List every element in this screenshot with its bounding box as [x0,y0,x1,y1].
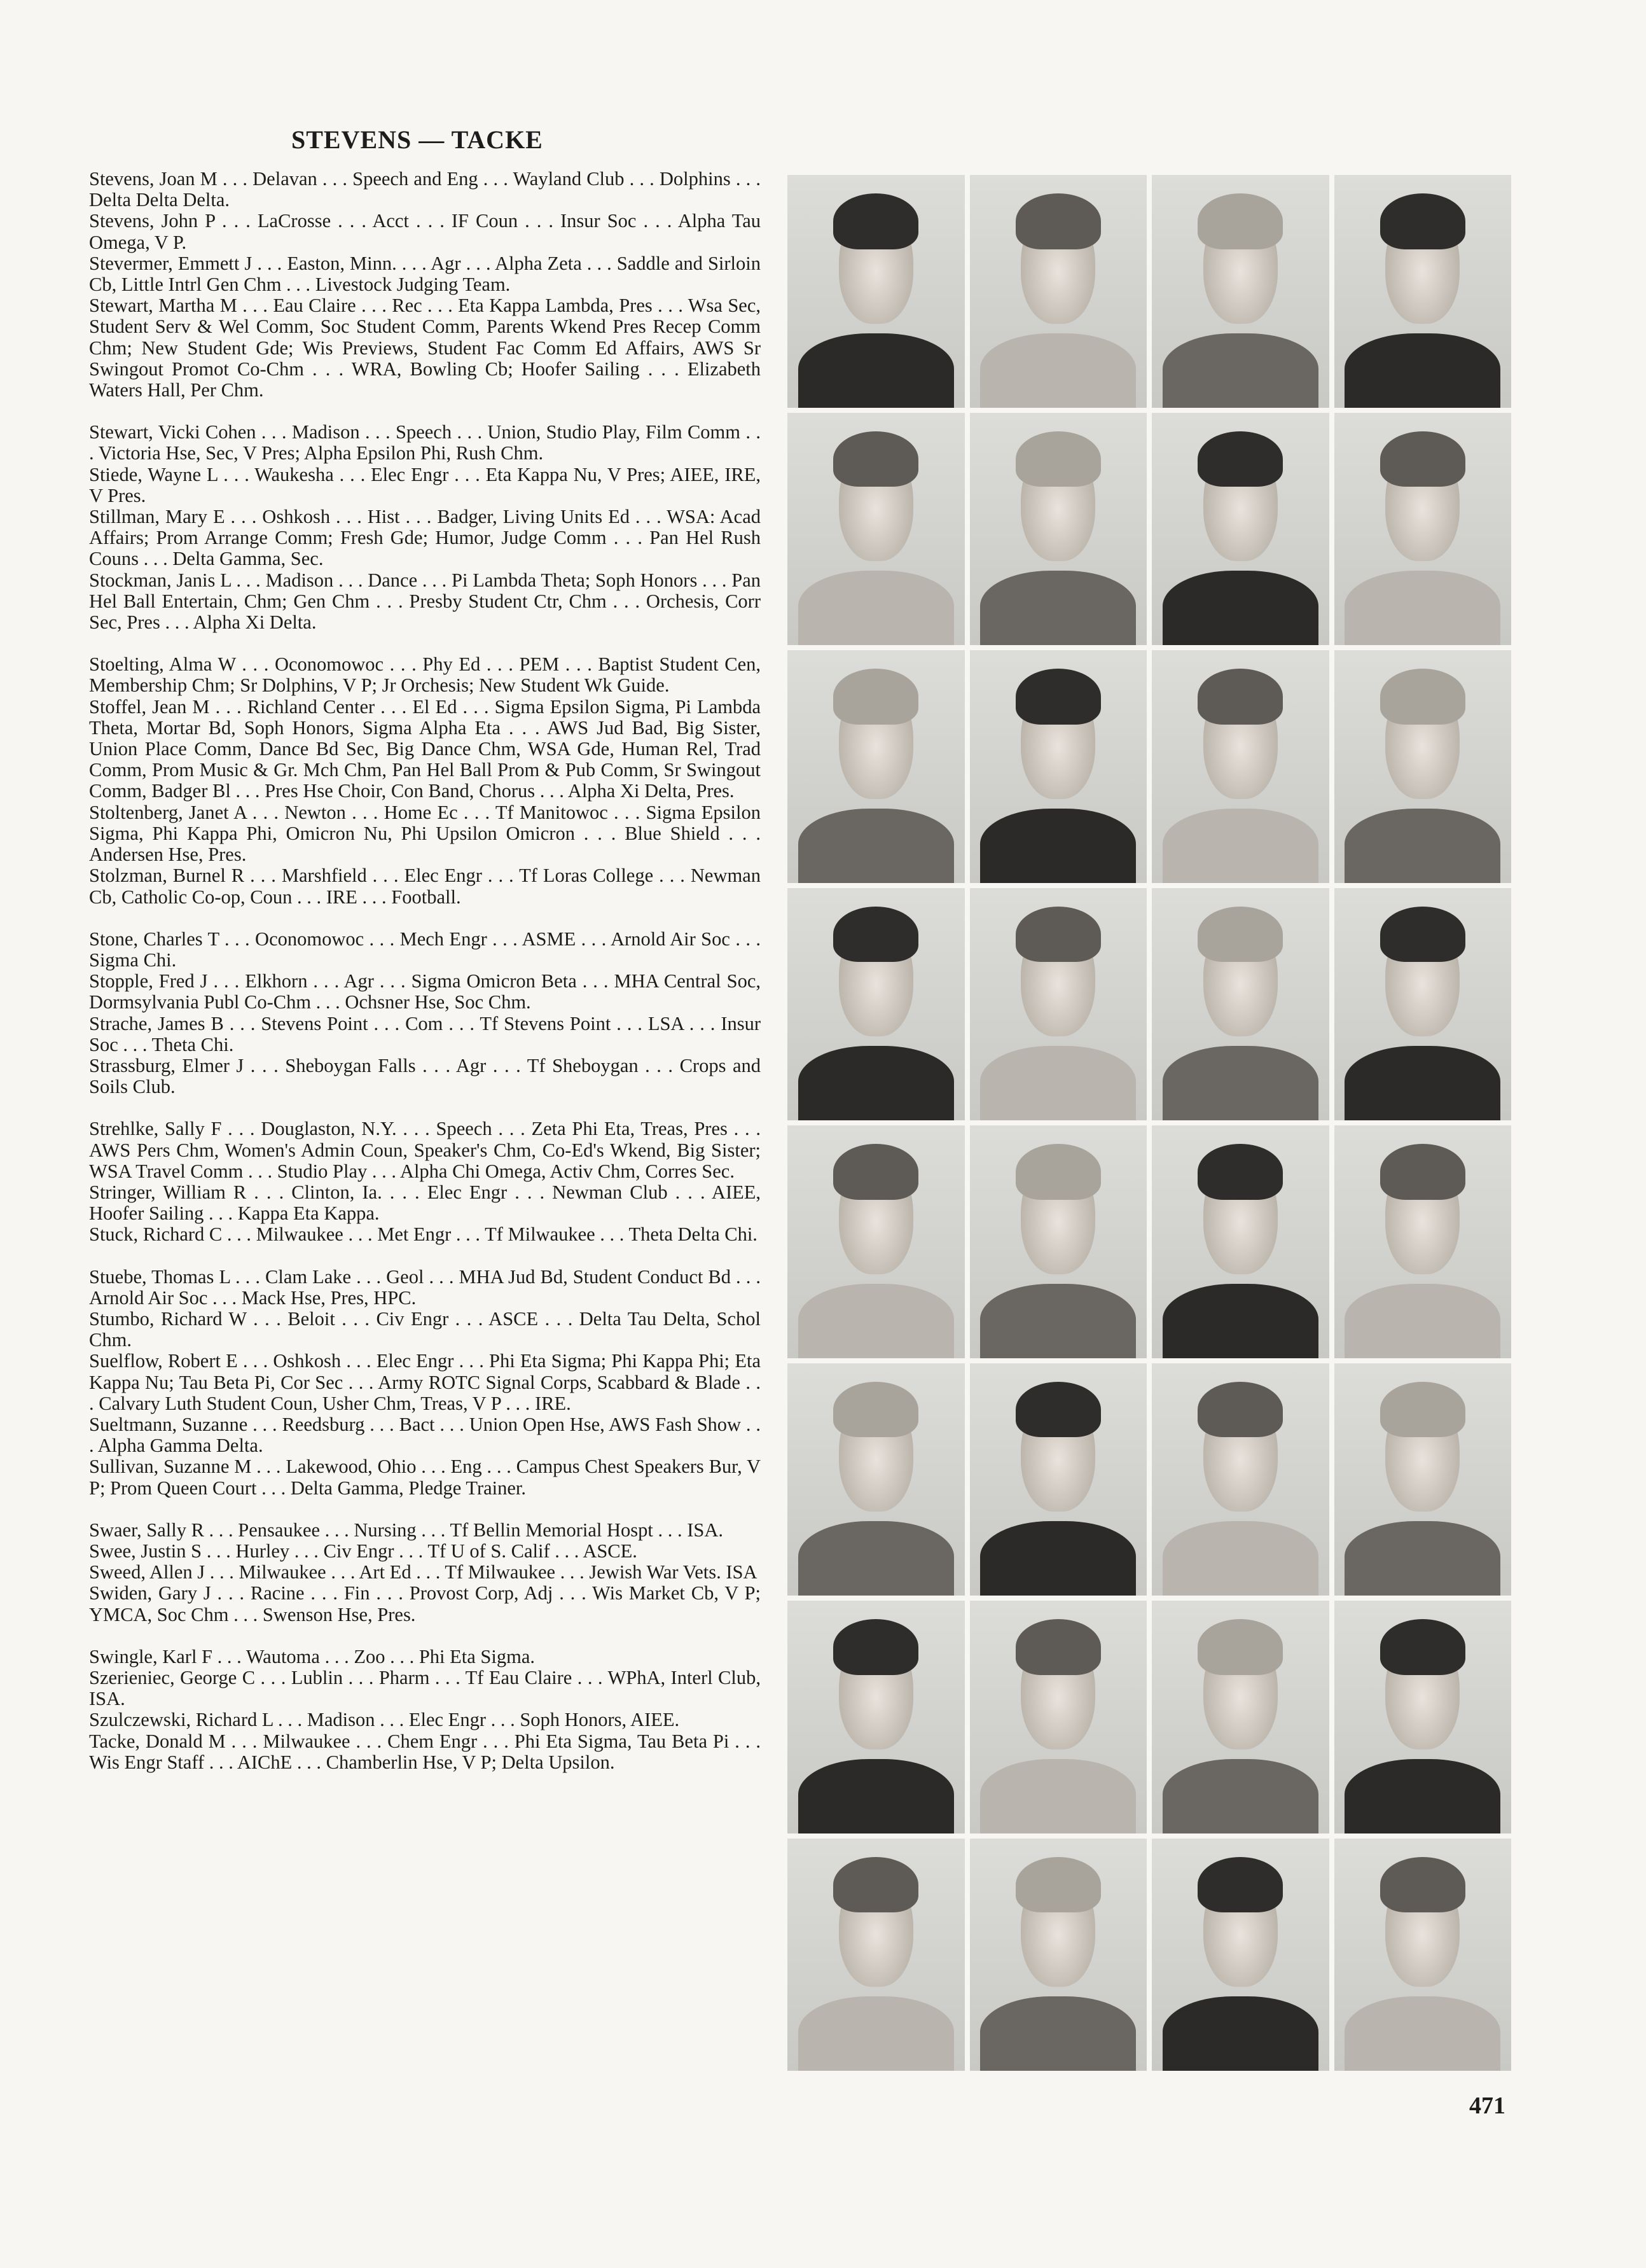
entry: Stewart, Vicki Cohen . . . Madison . . . Speech . . . Union, Studio Play, Film Comm . . . Victoria Hse, Sec, V Pres; Alpha Epsilon Phi, Rush Chm. [89,421,761,464]
entry: Stumbo, Richard W . . . Beloit . . . Civ Engr . . . ASCE . . . Delta Tau Delta, Schol Chm. [89,1307,761,1351]
student-portrait [1334,1839,1512,2071]
page-header: STEVENS — TACKE [291,125,543,154]
student-portrait [970,1363,1147,1596]
student-portrait [1334,650,1512,883]
entry: Stockman, Janis L . . . Madison . . . Dance . . . Pi Lambda Theta; Soph Honors . . . Pan Hel Ball Entertain, Chm; Gen Chm . . . Presby Student Ctr, Chm . . . Orchesis, Corr Sec, Pres . . . Alpha Xi Delta. [89,569,761,634]
entry: Stopple, Fred J . . . Elkhorn . . . Agr . . . Sigma Omicron Beta . . . MHA Central Soc, Dormsylvania Publ Co-Chm . . . Ochsner Hse, Soc Chm. [89,970,761,1013]
entry: Stoffel, Jean M . . . Richland Center . . . El Ed . . . Sigma Epsilon Sigma, Pi Lambda Theta, Mortar Bd, Soph Honors, Sigma Alpha Eta . . . AWS Jud Bad, Big Sister, Union Place Comm, Dance Bd Sec, Big Dance Chm, WSA Gde, Human Rel, Trad Comm, Prom Music & Gr. Mch Chm, Pan Hel Ball Prom & Pub Comm, Sr Swingout Comm, Badger Bl . . . Pres Hse Choir, Con Band, Chorus . . . Alpha Xi Delta, Pres. [89,695,761,802]
portrait-grid [787,175,1511,2071]
entry: Swaer, Sally R . . . Pensaukee . . . Nursing . . . Tf Bellin Memorial Hospt . . . ISA. [89,1519,723,1541]
student-portrait [1152,413,1329,646]
student-portrait [787,1125,965,1358]
entry-group-2 [89,422,761,633]
entry: Stoltenberg, Janet A . . . Newton . . . Home Ec . . . Tf Manitowoc . . . Sigma Epsilon Sigma, Phi Kappa Phi, Omicron Nu, Phi Upsilon Omicron . . . Blue Shield . . . Andersen Hse, Pres. [89,801,761,866]
entry: Szerieniec, George C . . . Lublin . . . Pharm . . . Tf Eau Claire . . . WPhA, Interl Club, ISA. [89,1667,761,1710]
student-portrait [1334,888,1512,1121]
student-portrait [970,1601,1147,1833]
entry: Stoelting, Alma W . . . Oconomowoc . . . Phy Ed . . . PEM . . . Baptist Student Cen, Membership Chm; Sr Dolphins, V P; Jr Orchesis; New Student Wk Guide. [89,653,761,697]
entry: Szulczewski, Richard L . . . Madison . . . Elec Engr . . . Soph Honors, AIEE. [89,1709,680,1731]
entry: Swee, Justin S . . . Hurley . . . Civ Engr . . . Tf U of S. Calif . . . ASCE. [89,1540,637,1562]
entry: Swiden, Gary J . . . Racine . . . Fin . . . Provost Corp, Adj . . . Wis Market Cb, V P; YMCA, Soc Chm . . . Swenson Hse, Pres. [89,1582,761,1625]
entry: Stillman, Mary E . . . Oshkosh . . . Hist . . . Badger, Living Units Ed . . . WSA: Acad Affairs; Prom Arrange Comm; Fresh Gde; Humor, Judge Comm . . . Pan Hel Rush Couns . . . Delta Gamma, Sec. [89,506,761,570]
entry: Sullivan, Suzanne M . . . Lakewood, Ohio . . . Eng . . . Campus Chest Speakers Bur, V P; Prom Queen Court . . . Delta Gamma, Pledge Trainer. [89,1456,761,1499]
entry: Stiede, Wayne L . . . Waukesha . . . Elec Engr . . . Eta Kappa Nu, V Pres; AIEE, IRE, V Pres. [89,463,761,506]
page-number: 471 [1469,2092,1505,2119]
student-portrait [1152,1363,1329,1596]
student-portrait [970,1839,1147,2071]
student-portrait [970,175,1147,408]
entry: Swingle, Karl F . . . Wautoma . . . Zoo . . . Phi Eta Sigma. [89,1645,535,1667]
student-portrait [787,1601,965,1833]
entry: Strache, James B . . . Stevens Point . . . Com . . . Tf Stevens Point . . . LSA . . . Insur Soc . . . Theta Chi. [89,1012,761,1055]
student-portrait [1152,1839,1329,2071]
student-portrait [787,1839,965,2071]
student-portrait [1152,1125,1329,1358]
entry: Stevermer, Emmett J . . . Easton, Minn. . . . Agr . . . Alpha Zeta . . . Saddle and Sirloin Cb, Little Intrl Gen Chm . . . Livestock Judging Team. [89,252,761,296]
entry: Suelflow, Robert E . . . Oshkosh . . . Elec Engr . . . Phi Eta Sigma; Phi Kappa Phi; Eta Kappa Nu; Tau Beta Pi, Cor Sec . . . Army ROTC Signal Corps, Scabbard & Blade . . . Calvary Luth Student Coun, Usher Chm, Treas, V P . . . IRE. [89,1350,761,1414]
entry: Stevens, Joan M . . . Delavan . . . Speech and Eng . . . Wayland Club . . . Dolphins . . . Delta Delta Delta. [89,168,761,211]
entry-group-1 [89,169,761,401]
student-portrait [970,888,1147,1121]
entries-column [89,169,761,1794]
student-portrait [1334,1125,1512,1358]
entry-group-7 [89,1520,761,1625]
student-portrait [1152,650,1329,883]
entry-group-6 [89,1267,761,1499]
student-portrait [1334,413,1512,646]
entry: Strassburg, Elmer J . . . Sheboygan Falls . . . Agr . . . Tf Sheboygan . . . Crops and Soils Club. [89,1054,761,1098]
student-portrait [787,175,965,408]
student-portrait [970,1125,1147,1358]
entry-group-5 [89,1118,761,1245]
entry-group-3 [89,654,761,907]
student-portrait [1152,1601,1329,1833]
entry: Strehlke, Sally F . . . Douglaston, N.Y. . . . Speech . . . Zeta Phi Eta, Treas, Pres . . . AWS Pers Chm, Women's Admin Coun, Speaker's Chm, Co-Ed's Wkend, Big Sister; WSA Travel Comm . . . Studio Play . . . Alpha Chi Omega, Activ Chm, Corres Sec. [89,1118,761,1182]
entry: Stone, Charles T . . . Oconomowoc . . . Mech Engr . . . ASME . . . Arnold Air Soc . . . Sigma Chi. [89,928,761,971]
student-portrait [1152,175,1329,408]
entry: Tacke, Donald M . . . Milwaukee . . . Chem Engr . . . Phi Eta Sigma, Tau Beta Pi . . . Wis Engr Staff . . . AIChE . . . Chamberlin Hse, V P; Delta Upsilon. [89,1730,761,1773]
student-portrait [787,1363,965,1596]
entry-group-8 [89,1646,761,1773]
student-portrait [1334,1601,1512,1833]
student-portrait [1152,888,1329,1121]
entry: Stuck, Richard C . . . Milwaukee . . . Met Engr . . . Tf Milwaukee . . . Theta Delta Chi. [89,1223,757,1246]
entry: Sweed, Allen J . . . Milwaukee . . . Art Ed . . . Tf Milwaukee . . . Jewish War Vets. ISA [89,1561,757,1583]
student-portrait [787,413,965,646]
student-portrait [1334,1363,1512,1596]
student-portrait [787,888,965,1121]
student-portrait [1334,175,1512,408]
entry: Stewart, Martha M . . . Eau Claire . . . Rec . . . Eta Kappa Lambda, Pres . . . Wsa Sec, Student Serv & Wel Comm, Soc Student Comm, Parents Wkend Pres Recep Comm Chm; New Student Gde; Wis Previews, Student Fac Comm Ed Affairs, AWS Sr Swingout Promot Co-Chm . . . WRA, Bowling Cb; Hoofer Sailing . . . Elizabeth Waters Hall, Per Chm. [89,295,761,401]
student-portrait [970,413,1147,646]
entry: Stuebe, Thomas L . . . Clam Lake . . . Geol . . . MHA Jud Bd, Student Conduct Bd . . . Arnold Air Soc . . . Mack Hse, Pres, HPC. [89,1265,761,1309]
entry-group-4 [89,929,761,1098]
student-portrait [970,650,1147,883]
entry: Sueltmann, Suzanne . . . Reedsburg . . . Bact . . . Union Open Hse, AWS Fash Show . . . Alpha Gamma Delta. [89,1413,761,1457]
entry: Stringer, William R . . . Clinton, Ia. . . . Elec Engr . . . Newman Club . . . AIEE, Hoofer Sailing . . . Kappa Eta Kappa. [89,1181,761,1225]
student-portrait [787,650,965,883]
entry: Stevens, John P . . . LaCrosse . . . Acct . . . IF Coun . . . Insur Soc . . . Alpha Tau Omega, V P. [89,210,761,253]
entry: Stolzman, Burnel R . . . Marshfield . . . Elec Engr . . . Tf Loras College . . . Newman Cb, Catholic Co-op, Coun . . . IRE . . . Football. [89,865,761,908]
